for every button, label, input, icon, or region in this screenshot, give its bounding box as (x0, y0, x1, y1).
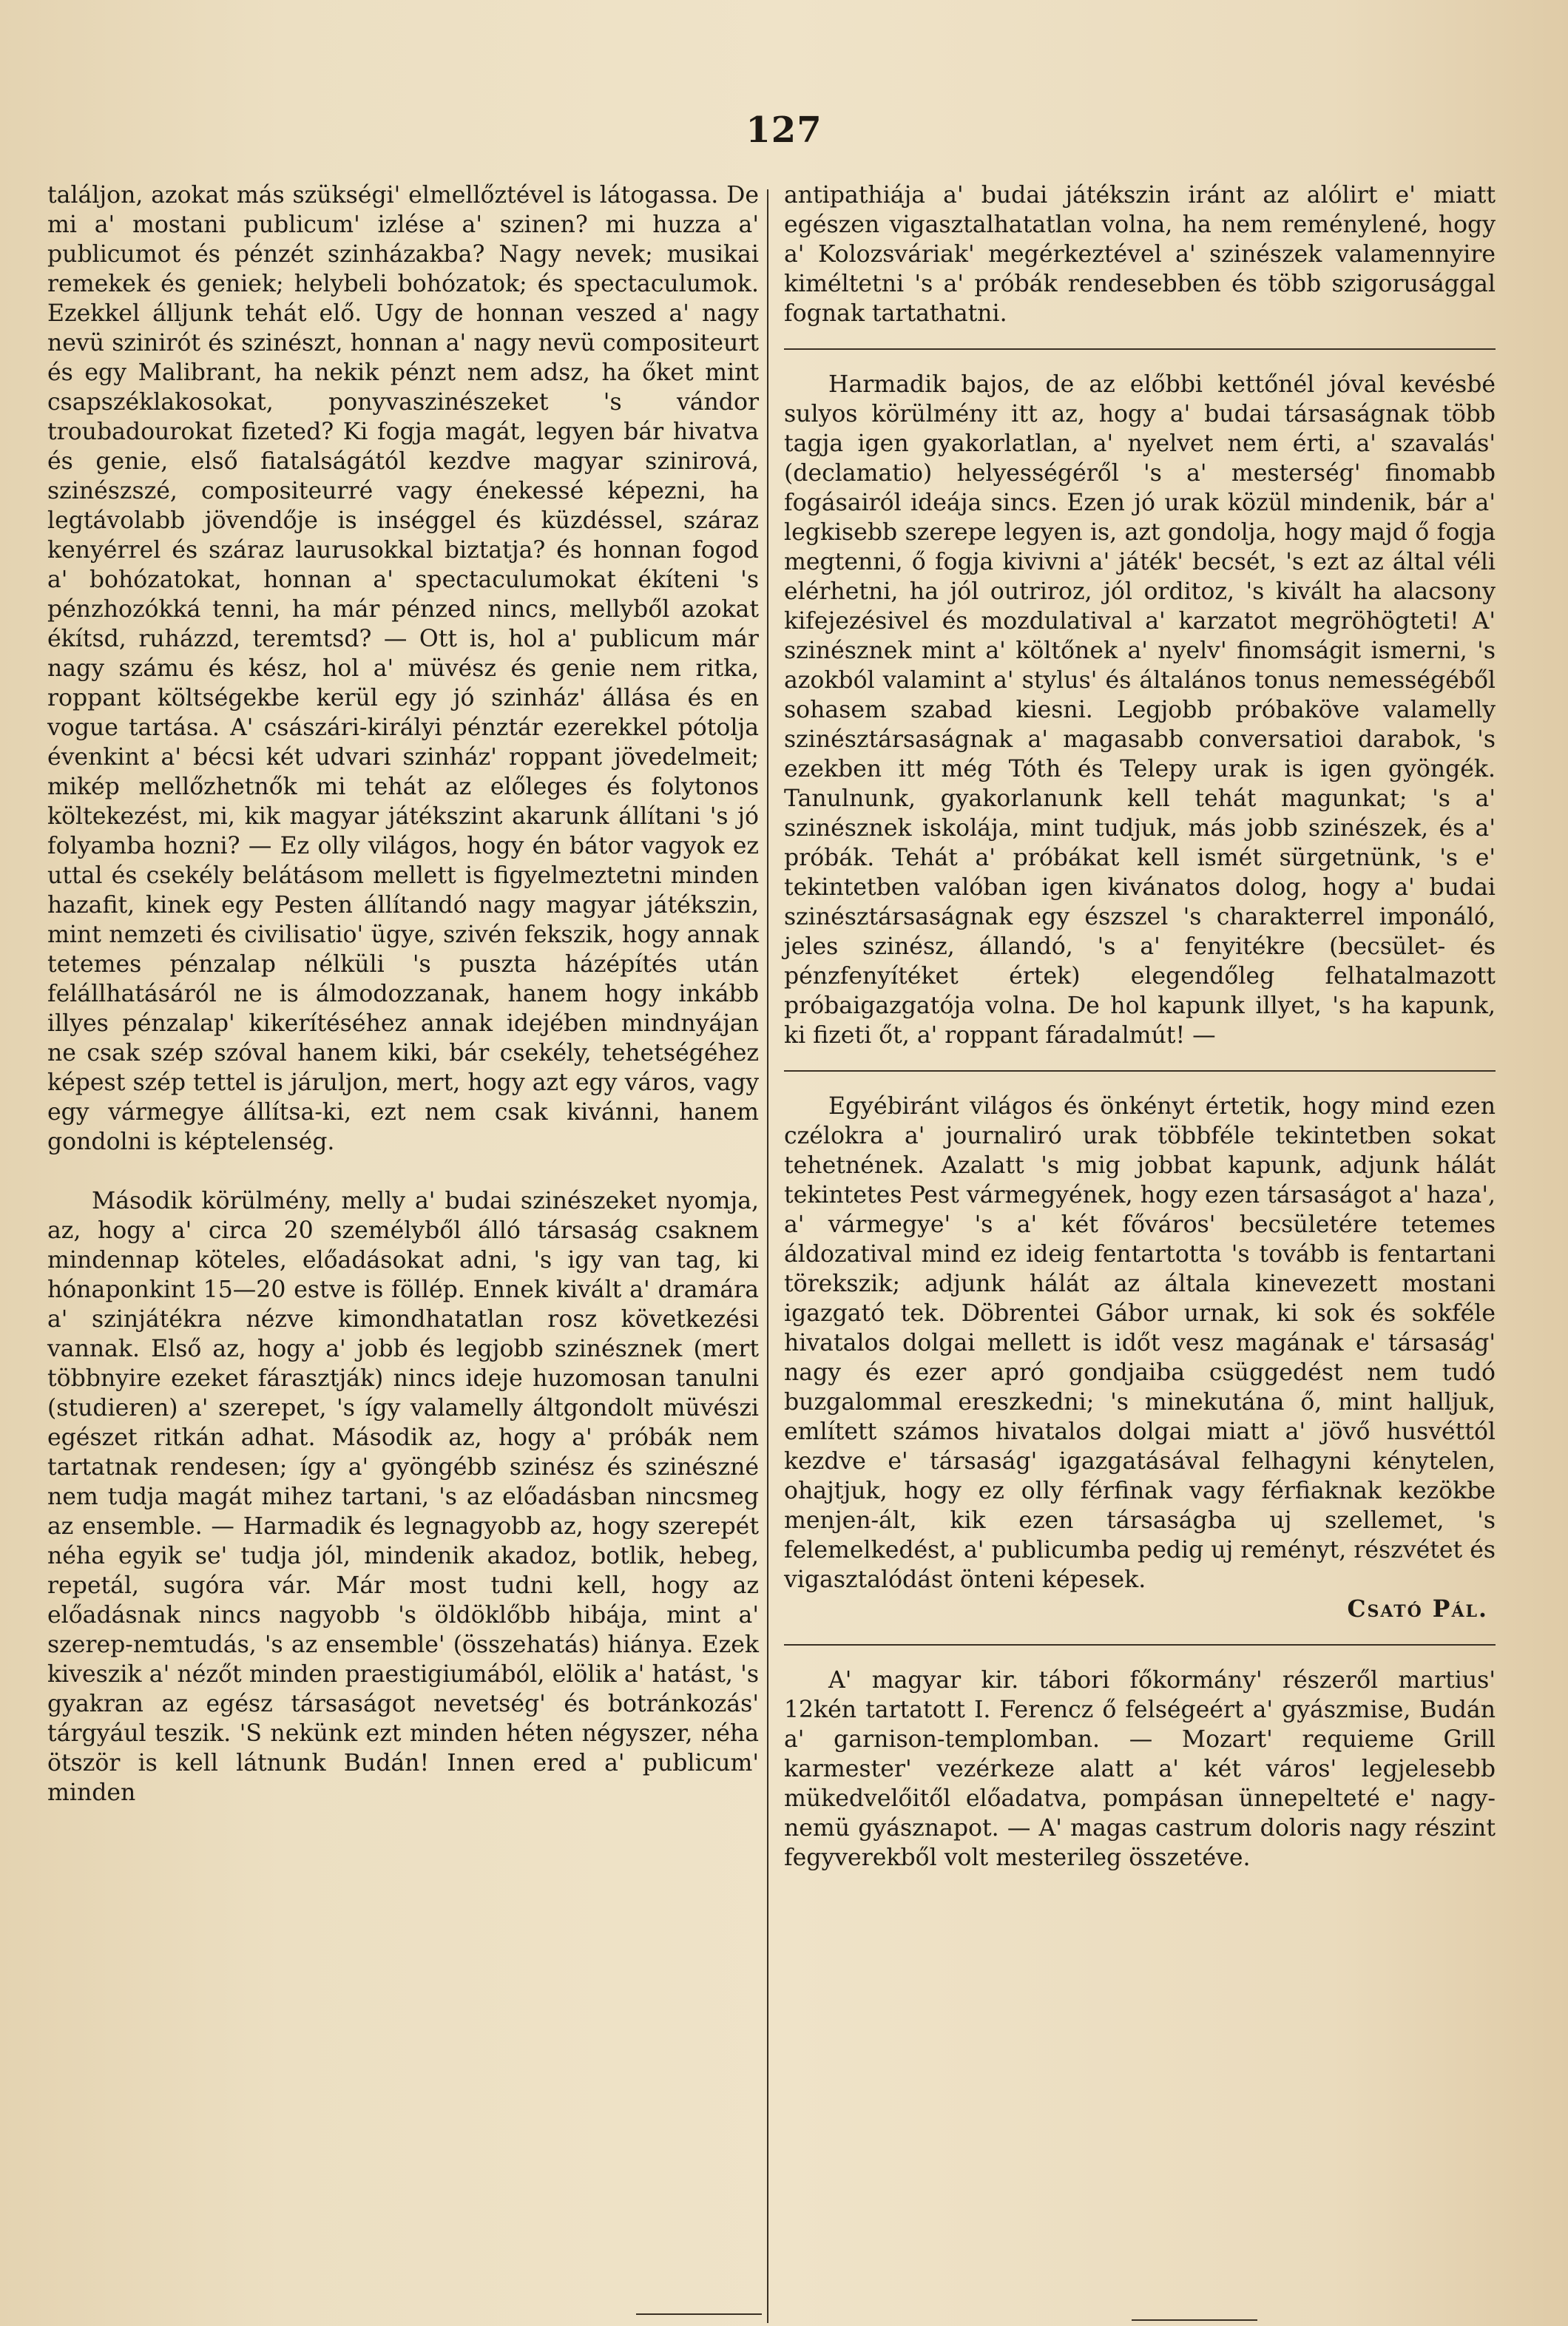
left-paragraph-1: találjon, azokat más szükségi' elmellőztével is látogassa. De mi a' mostani publicum' izlése a' szinen? mi huzza a' publicumot és pénzét szinházakba? Nagy nevek; musikai remekek és geniek; helybeli bohózatok; és spectaculumok. Ezekkel álljunk tehát elő. Ugy de honnan veszed a' nagy nevü szinirót és szinészt, honnan a' nagy nevü compositeurt és egy Malibrant, ha nekik pénzt nem adsz, ha őket mint csapszéklakosokat, ponyvaszinészeket 's vándor troubadourokat fizeted? Ki fogja magát, legyen bár hivatva és genie, első fiatalságától kezdve magyar szinirová, szinészszé, compositeurré vagy énekessé képezni, ha legtávolabb jövendője is inséggel és küzdéssel, száraz kenyérrel és száraz laurusokkal biztatja? és honnan fogod a' bohózatokat, honnan a' spectaculumokat ékíteni 's pénzhozókká tenni, ha már pénzed nincs, mellyből azokat ékítsd, ruházzd, teremtsd? — Ott is, hol a' publicum már nagy számu és kész, hol a' müvész és genie nem ritka, roppant költségekbe kerül egy jó szinház' állása és en vogue tartása. A' császári-királyi pénztár ezerekkel pótolja évenkint a' bécsi két udvari szinház' roppant jövedelmeit; mikép mellőzhetnők mi tehát az előleges és folytonos költekezést, mi, kik magyar játékszint akarunk állítani 's jó folyamba hozni? — Ez olly világos, hogy én bátor vagyok ez uttal és csekély belátásom mellett is figyelmeztetni minden hazafit, kinek egy Pesten állítandó nagy magyar játékszin, mint nemzeti és civilisatio' ügye, szivén fekszik, hogy annak tetemes pénzalap nélküli 's puszta házépítés után felállhatásáról ne is álmodozzanak, hanem hogy inkább illyes pénzalap' kikerítéséhez annak idejében mindnyájan ne csak szép szóval hanem kiki, bár csekély, tehetségéhez képest szép tettel is járuljon, mert, hogy azt egy város, vagy egy vármegye állítsa-ki, ezt nem csak kivánni, hanem gondolni is képtelenség. (47, 182, 759, 1155)
page-number: 127 (746, 109, 822, 151)
left-column (47, 180, 759, 1808)
left-paragraph-2: Második körülmény, melly a' budai szinészeket nyomja, az, hogy a' circa 20 személyből álló társaság csaknem mindennap köteles, előadásokat adni, 's igy van tag, ki hónaponkint 15—20 estve is föllép. Ennek kivált a' dramára a' szinjátékra nézve kimondhatatlan rosz következési vannak. Első az, hogy a' jobb és legjobb szinésznek (mert többnyire ezeket fárasztják) nincs ideje huzomosan tanulni (studieren) a' szerepet, 's így valamelly áltgondolt müvészi egészet ritkán adhat. Második az, hogy a' próbák nem tartatnak rendesen; így a' gyöngébb szinész és szinészné nem tudja magát mihez tartani, 's az előadásban nincsmeg az ensemble. — Harmadik és legnagyobb az, hogy szerepét néha egyik se' tudja jól, mindenik akadoz, botlik, hebeg, repetál, sugóra vár. Már most tudni kell, hogy az előadásnak nincs nagyobb 's öldöklőbb hibája, mint a' szerep-nemtudás, 's az ensemble' (összehatás) hiánya. Ezek kiveszik a' nézőt minden praestigiumából, elölik a' hatást, 's gyakran az egész társaságot nevetség' és botránkozás' tárgyául teszik. 'S nekünk ezt minden héten négyszer, néha ötször is kell látnunk Budán! Innen ered a' publicum' minden (47, 1188, 759, 1806)
right-paragraph-1: antipathiája a' budai játékszin iránt az alólirt e' miatt egészen vigasztalhatatlan volna, ha nem reménylené, hogy a' Kolozsváriak' megérkeztével a' szinészek valamennyire kiméltetni 's a' próbák rendesebben és több szigorusággal fognak tartathatni. (784, 182, 1496, 327)
section-divider-2 (784, 1050, 1496, 1092)
left-bottom-rule (636, 2313, 762, 2315)
right-paragraph-2: Harmadik bajos, de az előbbi kettőnél jóval kevésbé sulyos körülmény itt az, hogy a' budai társaságnak több tagja igen gyakorlatlan, a' nyelvet nem érti, a' szavalás' (declamatio) helyességéről 's a' mesterség' finomabb fogásairól ideája sincs. Ezen jó urak közül mindenik, bár a' legkisebb szerepe legyen is, azt gondolja, hogy majd ő fogja megtenni, ő fogja kivivni a' játék' becsét, 's ezt az által véli elérhetni, ha jól outriroz, jól orditoz, 's kivált ha alacsony kifejezésivel és mozdulatival a' karzatot megröhögteti! A' szinésznek mint a' költőnek a' nyelv' finomságit ismerni, 's azokból valamint a' stylus' és általános tonus nemességéből sohasem szabad kiesni. Legjobb próbaköve valamelly szinésztársaságnak a' magasabb conversatioi darabok, 's ezekben itt még Tóth és Telepy urak is igen gyöngék. Tanulnunk, gyakorlanunk kell tehát magunkat; 's a' szinésznek iskolája, mint tudjuk, más jobb szinészek, és a' próbák. Tehát a' próbákat kell ismét sürgetnünk, 's e' tekintetben valóban igen kivánatos dolog, hogy a' budai szinésztársaságnak egy észszel 's charakterrel imponáló, jeles szinész, állandó, 's a' fenyitékre (becsület- és pénzfenyítéket értek) elegendőleg felhatalmazott próbaigazgatója volna. De hol kapunk illyet, 's ha kapunk, ki fizeti őt, a' roppant fáradalmút! — (784, 371, 1496, 1049)
right-paragraph-4: A' magyar kir. tábori főkormány' részeről martius' 12kén tartatott I. Ferencz ő felségeért a' gyászmise, Budán a' garnison-templomban. — Mozart' requieme Grill karmester' vezérkeze alatt a' két város' legjelesebb mükedvelőitől előadatva, pompásan ünnepelteté e' nagy-nemü gyásznapot. — A' magas castrum doloris nagy részint fegyverekből volt mesterileg összetéve. (784, 1667, 1496, 1871)
right-bottom-rule (1132, 2319, 1257, 2321)
right-paragraph-3: Egyébiránt világos és önkényt értetik, hogy mind ezen czélokra a' journaliró urak többféle tekintetben sokat tehetnének. Azalatt 's mig jobbat kapunk, adjunk hálát tekintetes Pest vármegyének, hogy ezen társaságot a' haza', a' vármegye' 's a' két főváros' becsületére tetemes áldozatival mind ez ideig fentartotta 's tovább is fentartani törekszik; adjunk hálát az általa kinevezett mostani igazgató tek. Döbrentei Gábor urnak, ki sok és sokféle hivatalos dolgai mellett is időt vesz magának e' társaság' nagy és ezer apró gondjaiba csüggedést nem tudó buzgalommal ereszkedni; 's minekutána ő, mint halljuk, említett számos hivatalos dolgai miatt a' jövő husvéttól kezdve e' társaság' igazgatásával felhagyni kénytelen, ohajtjuk, hogy ez olly férfinak vagy férfiaknak kezökbe menjen-ált, kik ezen társaságba uj szellemet, 's felemelkedést, a' publicumba pedig uj reményt, részvétet és vigasztalódást önteni képesek. (784, 1093, 1496, 1593)
section-divider-3 (784, 1624, 1496, 1666)
paragraph-gap (47, 1157, 759, 1186)
section-divider-1 (784, 328, 1496, 370)
author-signature: Csató Pál. (1347, 1595, 1488, 1623)
right-column (784, 180, 1496, 1873)
column-divider (767, 189, 768, 2323)
